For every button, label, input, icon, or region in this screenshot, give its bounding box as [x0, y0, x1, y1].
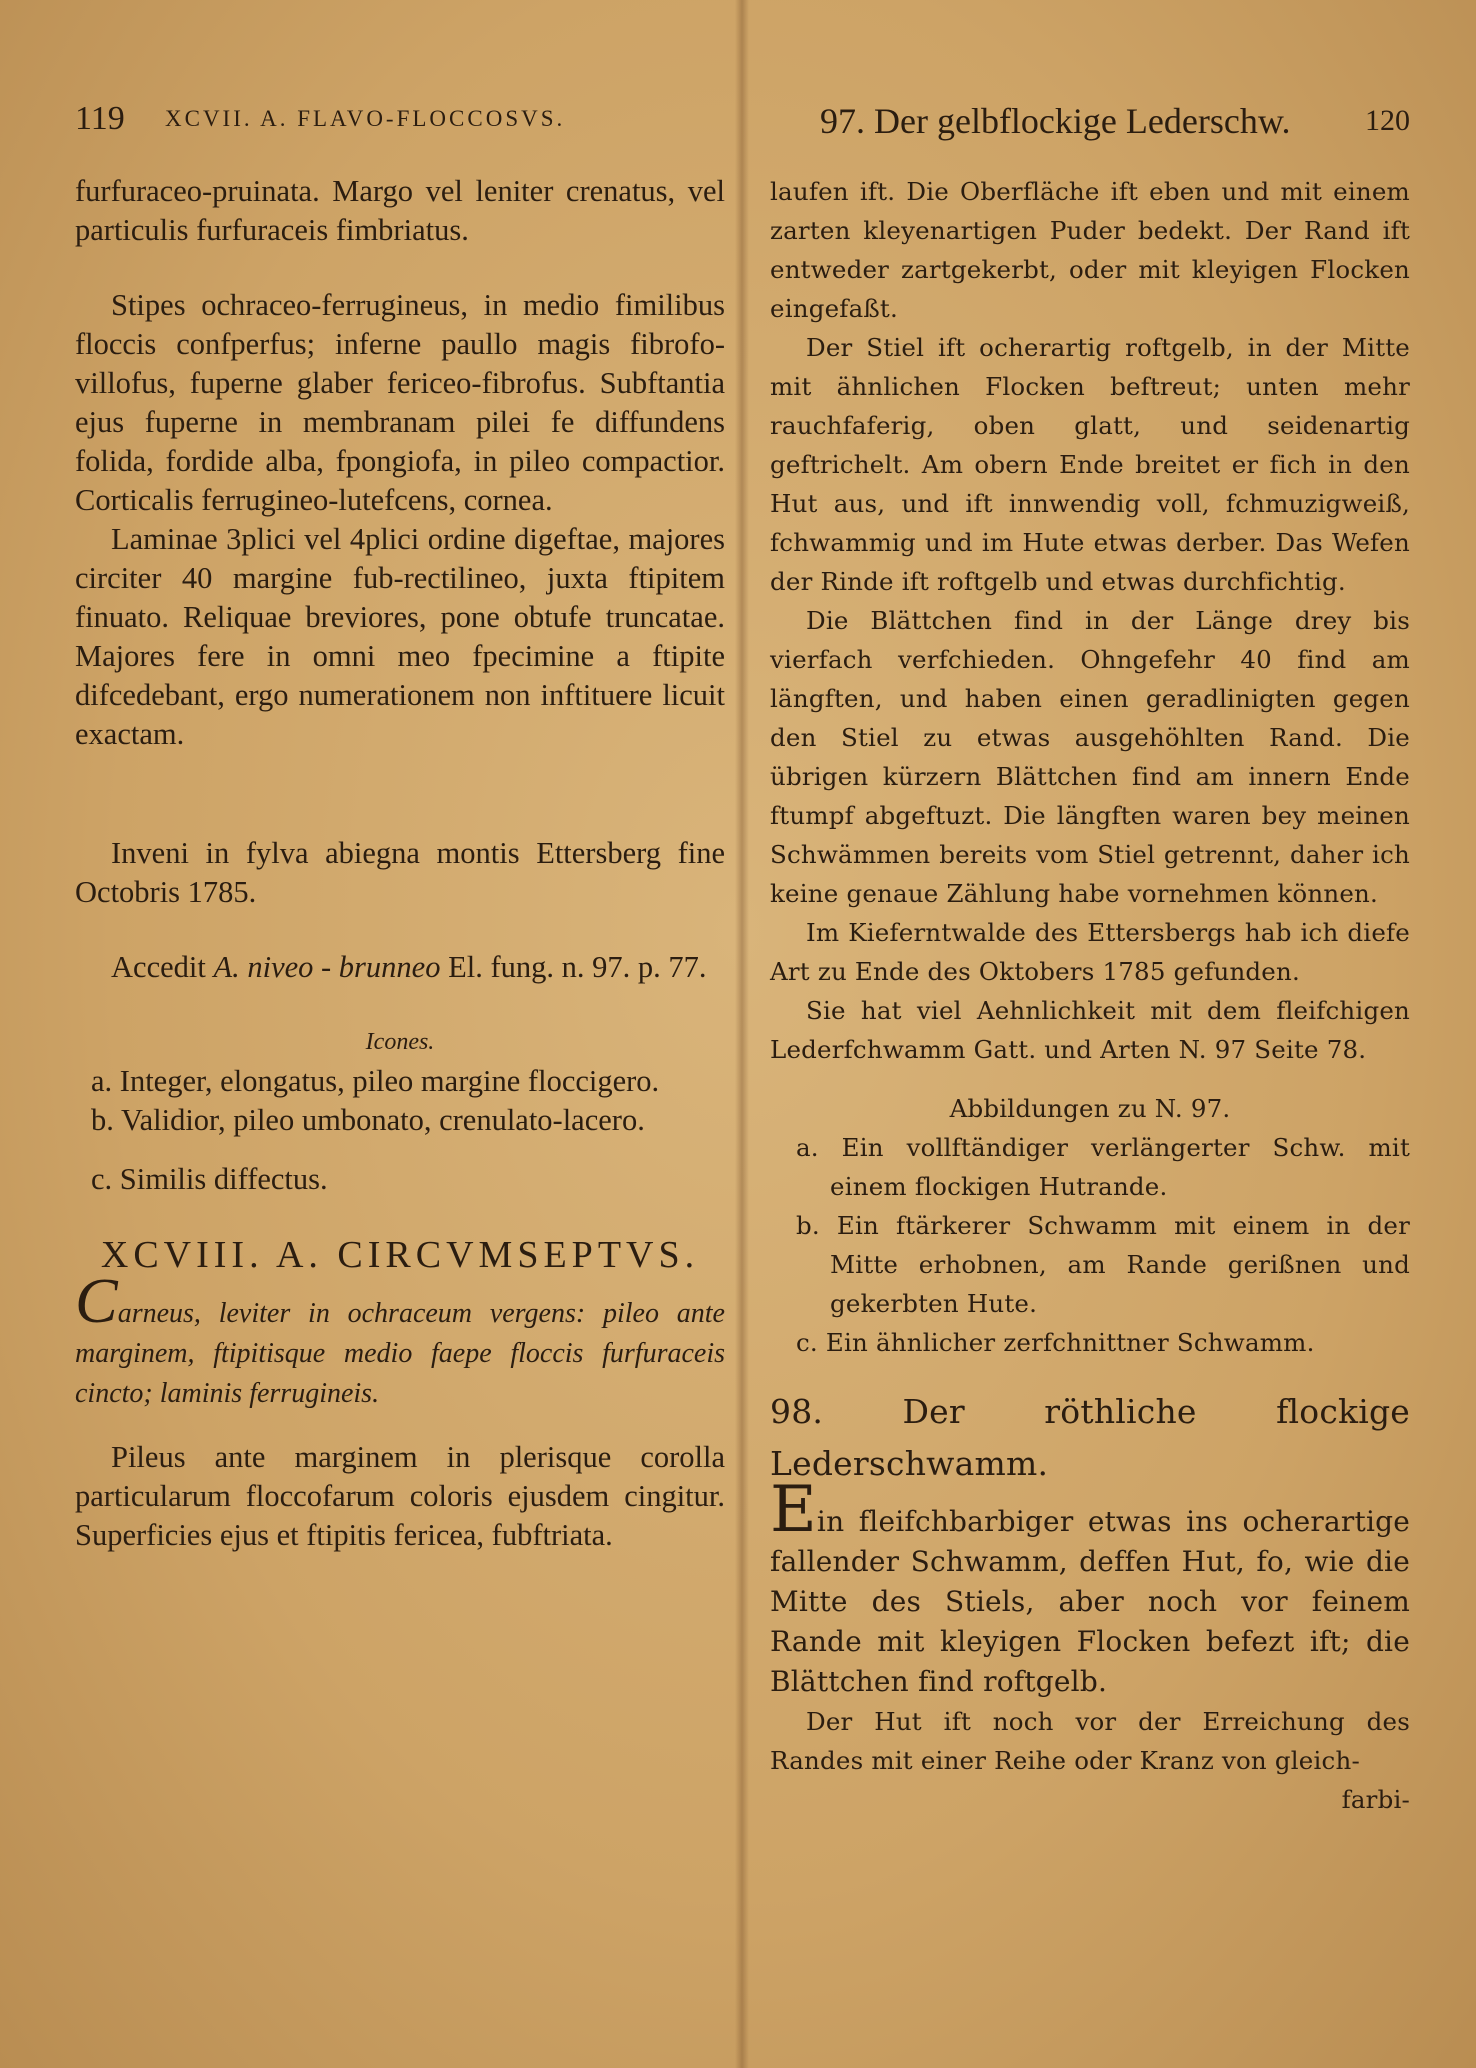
- right-section-title: 98. Der röthliche flockige Lederschwamm.: [770, 1392, 1410, 1483]
- list-item: a. Ein vollftändiger verlängerter Schw. mit einem flockigen Hutrande.: [796, 1133, 1410, 1201]
- right-running-title: 97. Der gelbflockige Lederschw.: [820, 101, 1291, 141]
- right-para-hut: Der Hut ift noch vor der Erreichung des Randes mit einer Reihe oder Kranz von gleich-: [770, 1707, 1410, 1775]
- right-abbildungen-title: Abbildungen zu N. 97.: [949, 1094, 1231, 1123]
- right-para-aehnlichkeit: Sie hat viel Aehnlichkeit mit dem fleifchigen Lederfchwamm Gatt. und Arten N. 97 Seite 78.: [770, 996, 1410, 1064]
- left-body: [75, 172, 725, 1555]
- right-page-number: 120: [1365, 104, 1410, 137]
- left-icones-title: Icones.: [365, 1029, 435, 1055]
- left-para-accedit: Accedit A. niveo - brunneo El. fung. n. 97. p. 77.: [111, 950, 707, 984]
- list-item: a. Integer, elongatus, pileo margine floccigero.: [91, 1064, 660, 1098]
- right-abbildungen-list: [770, 1128, 1410, 1362]
- list-item: c. Ein ähnlicher zerfchnittner Schwamm.: [796, 1328, 1315, 1357]
- left-para-laminae: Laminae 3plici vel 4plici ordine digeftae, majores circiter 40 margine fub-rectilineo, juxta ftipitem finuato. Reliquae breviores, pone obtufe truncatae. Majores fere in omni meo fpecimine a ftipite difcedebant, ergo numerationem non inftituere licuit exactam.: [75, 522, 725, 751]
- right-para-1: laufen ift. Die Oberfläche ift eben und mit einem zarten kleyenartigen Puder bedekt. Der Rand ift entweder zartgekerbt, oder mit kleyigen Flocken eingefaßt.: [770, 177, 1410, 323]
- book-gutter: [735, 0, 749, 2068]
- left-section-title: XCVIII. A. CIRCVMSEPTVS.: [100, 1234, 700, 1276]
- right-running-head: [770, 100, 1410, 150]
- right-para-blaettchen: Die Blättchen find in der Länge drey bis vierfach verfchieden. Ohngefehr 40 find am längften, und haben einen geradlinigten gegen den Stiel zu etwas ausgehöhlten Rand. Die übrigen kürzern Blättchen find am innern Ende ftumpf abgeftuzt. Die längften waren bey meinen Schwämmen bereits vom Stiel getrennt, daher ich keine genaue Zählung habe vornehmen können.: [770, 606, 1410, 908]
- left-running-head: [75, 100, 725, 150]
- right-diagnosis: Ein fleifchbarbiger etwas ins ocherartige fallender Schwamm, deffen Hut, fo, wie die Mitte des Stiels, aber noch vor feinem Rande mit kleyigen Flocken befezt ift; die Blättchen find roftgelb.: [770, 1473, 1410, 1698]
- left-para-locality: Inveni in fylva abiegna montis Ettersberg fine Octobris 1785.: [75, 836, 725, 909]
- right-para-fundort: Im Kieferntwalde des Ettersbergs hab ich diefe Art zu Ende des Oktobers 1785 gefunden.: [770, 918, 1410, 986]
- left-page: [75, 0, 725, 2068]
- right-page: [770, 0, 1410, 2068]
- list-item: c. Similis diffectus.: [91, 1162, 328, 1196]
- catchword: farbi-: [1341, 1785, 1410, 1814]
- right-body: [770, 172, 1410, 1819]
- list-item: b. Validior, pileo umbonato, crenulato-lacero.: [91, 1103, 645, 1137]
- left-para-stipes: Stipes ochraceo-ferrugineus, in medio fimilibus floccis confperfus; inferne paullo magis fibrofo-villofus, fuperne glaber fericeo-fibrofus. Subftantia ejus fuperne in membranam pilei fe diffundens folida, fordide alba, fpongiofa, in pileo compactior. Corticalis ferrugineo-lutefcens, cornea.: [75, 288, 725, 517]
- left-para-pileus: Pileus ante marginem in plerisque corolla particularum floccofarum coloris ejusdem cingitur. Superficies ejus et ftipitis fericea, fubftriata.: [75, 1440, 725, 1552]
- left-page-number: 119: [75, 100, 125, 137]
- left-running-title: XCVII. A. FLAVO-FLOCCOSVS.: [165, 106, 566, 131]
- left-para-1: furfuraceo-pruinata. Margo vel leniter crenatus, vel particulis furfuraceis fimbriatus.: [75, 174, 725, 247]
- left-diagnosis: Carneus, leviter in ochraceum vergens: pileo ante marginem, ftipitisque medio faepe floccis furfuraceis cincto; laminis ferrugineis.: [75, 1265, 725, 1409]
- right-para-stiel: Der Stiel ift ocherartig roftgelb, in der Mitte mit ähnlichen Flocken beftreut; unten mehr rauchfaferig, oben glatt, und seidenartig geftrichelt. Am obern Ende breitet er fich in den Hut aus, und ift innwendig voll, fchmuzigweiß, fchwammig und im Hute etwas derber. Das Wefen der Rinde ift roftgelb und etwas durchfichtig.: [770, 333, 1410, 596]
- left-icones-list: [75, 1062, 725, 1199]
- list-item: b. Ein ftärkerer Schwamm mit einem in der Mitte erhobnen, am Rande gerißnen und gekerbten Hute.: [796, 1211, 1410, 1318]
